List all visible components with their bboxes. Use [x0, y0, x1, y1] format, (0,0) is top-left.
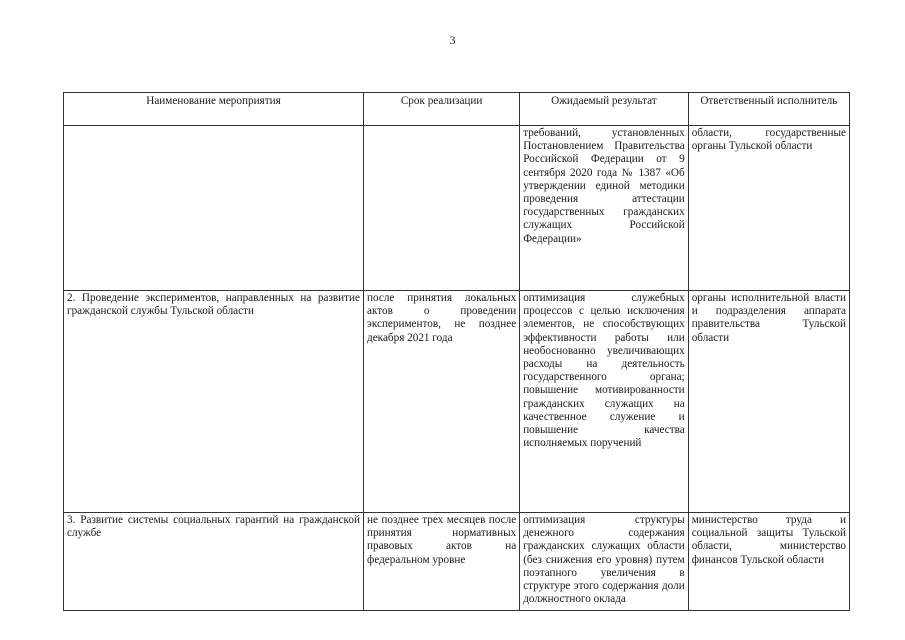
header-term: Срок реализации: [364, 93, 520, 126]
cell-measure: 2. Проведение экспериментов, направленных на развитие гражданской службы Тульской области: [64, 291, 364, 513]
cell-executor: области, государственные органы Тульской области: [688, 126, 849, 291]
cell-result: оптимизация структуры денежного содержания гражданских служащих области (без снижения его уровня) путем поэтапного увеличения в структуре этого содержания доли должностного оклада: [520, 513, 689, 611]
cell-result: оптимизация служебных процессов с целью исключения элементов, не способствующих эффективности работы или необоснованно увеличивающих расходы на деятельность государственного органа; повышение мотивированности гражданских служащих на качественное служение и повышение качества исполняемых поручений: [520, 291, 689, 513]
cell-executor: министерство труда и социальной защиты Тульской области, министерство финансов Тульской области: [688, 513, 849, 611]
header-expected-result: Ожидаемый результат: [520, 93, 689, 126]
cell-measure: [64, 126, 364, 291]
cell-term: [364, 126, 520, 291]
cell-executor: органы исполнительной власти и подразделения аппарата правительства Тульской области: [688, 291, 849, 513]
cell-term: не позднее трех месяцев после принятия нормативных правовых актов на федеральном уровне: [364, 513, 520, 611]
table-header-row: [64, 93, 850, 126]
table-row: [64, 513, 850, 611]
header-responsible-executor: Ответственный исполнитель: [688, 93, 849, 126]
cell-measure: 3. Развитие системы социальных гарантий на гражданской службе: [64, 513, 364, 611]
page-number: 3: [449, 33, 456, 47]
measures-table: [63, 92, 850, 611]
header-measure-name: Наименование мероприятия: [64, 93, 364, 126]
cell-result: требований, установленных Постановлением Правительства Российской Федерации от 9 сентября 2020 года № 1387 «Об утверждении единой методики проведения аттестации государственных гражданских служащих Российской Федерации»: [520, 126, 689, 291]
table-row: [64, 126, 850, 291]
table-row: [64, 291, 850, 513]
cell-term: после принятия локальных актов о проведении экспериментов, не позднее декабря 2021 года: [364, 291, 520, 513]
